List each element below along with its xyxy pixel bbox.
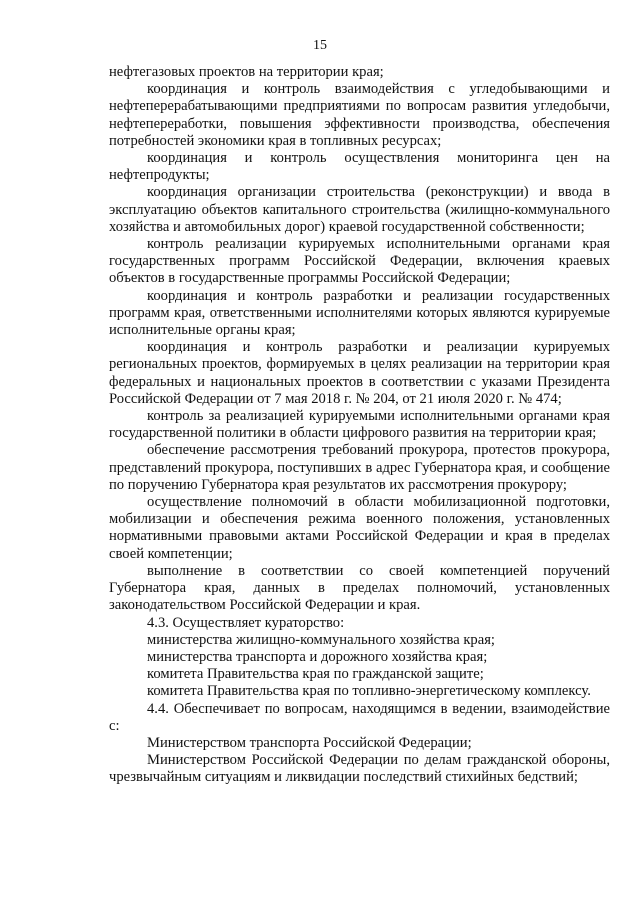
page-number: 15 — [313, 38, 327, 53]
curated-item-3: комитета Правительства края по гражданской защите; — [147, 666, 484, 683]
section-4-3-heading: 4.3. Осуществляет кураторство: — [147, 614, 345, 631]
paragraph-11: выполнение в соответствии со своей компетенцией поручений Губернатора края, данных в пределах полномочий, установленных законодательством Российской Федерации и края. — [109, 562, 610, 614]
document-body — [109, 64, 610, 787]
paragraph-4: координация организации строительства (реконструкции) и ввода в эксплуатацию объектов капитального строительства (жилищно-коммунального хозяйства и автомобильных дорог) краевой государственной собственности; — [109, 184, 610, 235]
paragraph-3: координация и контроль осуществления мониторинга цен на нефтепродукты; — [109, 150, 610, 184]
section-4-4-heading: 4.4. Обеспечивает по вопросам, находящимся в ведении, взаимодействие с: — [109, 700, 610, 734]
interaction-item-2: Министерством Российской Федерации по делам гражданской обороны, чрезвычайным ситуациям и ликвидации последствий стихийных бедствий; — [109, 752, 610, 786]
curated-item-4: комитета Правительства края по топливно-энергетическому комплексу. — [147, 683, 591, 700]
paragraph-10: осуществление полномочий в области мобилизационной подготовки, мобилизации и обеспечения режима военного положения, установленных нормативными правовыми актами Российской Федерации и края в пределах своей компетенции; — [109, 494, 610, 562]
interaction-item-1: Министерством транспорта Российской Федерации; — [147, 734, 472, 751]
paragraph-6: координация и контроль разработки и реализации государственных программ края, ответственными исполнителями которых являются курируемые исполнительные органы края; — [109, 287, 610, 339]
paragraph-1: нефтегазовых проектов на территории края; — [109, 64, 384, 80]
curated-item-2: министерства транспорта и дорожного хозяйства края; — [147, 648, 488, 665]
paragraph-9: обеспечение рассмотрения требований прокурора, протестов прокурора, представлений прокурора, поступивших в адрес Губернатора края, и сообщение по поручению Губернатора края результатов их рассмотрения прокурору; — [109, 442, 610, 493]
paragraph-2: координация и контроль взаимодействия с угледобывающими и нефтеперерабатывающими предприятиями по вопросам развития угледобычи, нефтепереработки, повышения эффективности производства, обеспечения потребностей экономики края в топливных ресурсах; — [109, 81, 610, 149]
paragraph-5: контроль реализации курируемых исполнительными органами края государственных программ Российской Федерации, включения краевых объектов в государственные программы Российской Федерации; — [109, 236, 610, 287]
paragraph-8: контроль за реализацией курируемыми исполнительными органами края государственной политики в области цифрового развития на территории края; — [109, 408, 610, 442]
curated-item-1: министерства жилищно-коммунального хозяйства края; — [147, 631, 495, 648]
paragraph-7: координация и контроль разработки и реализации курируемых региональных проектов, формируемых в целях реализации на территории края федеральных и национальных проектов в соответствии с указами Президента Российской Федерации от 7 мая 2018 г. № 204, от 21 июля 2020 г. № 474; — [109, 339, 610, 407]
